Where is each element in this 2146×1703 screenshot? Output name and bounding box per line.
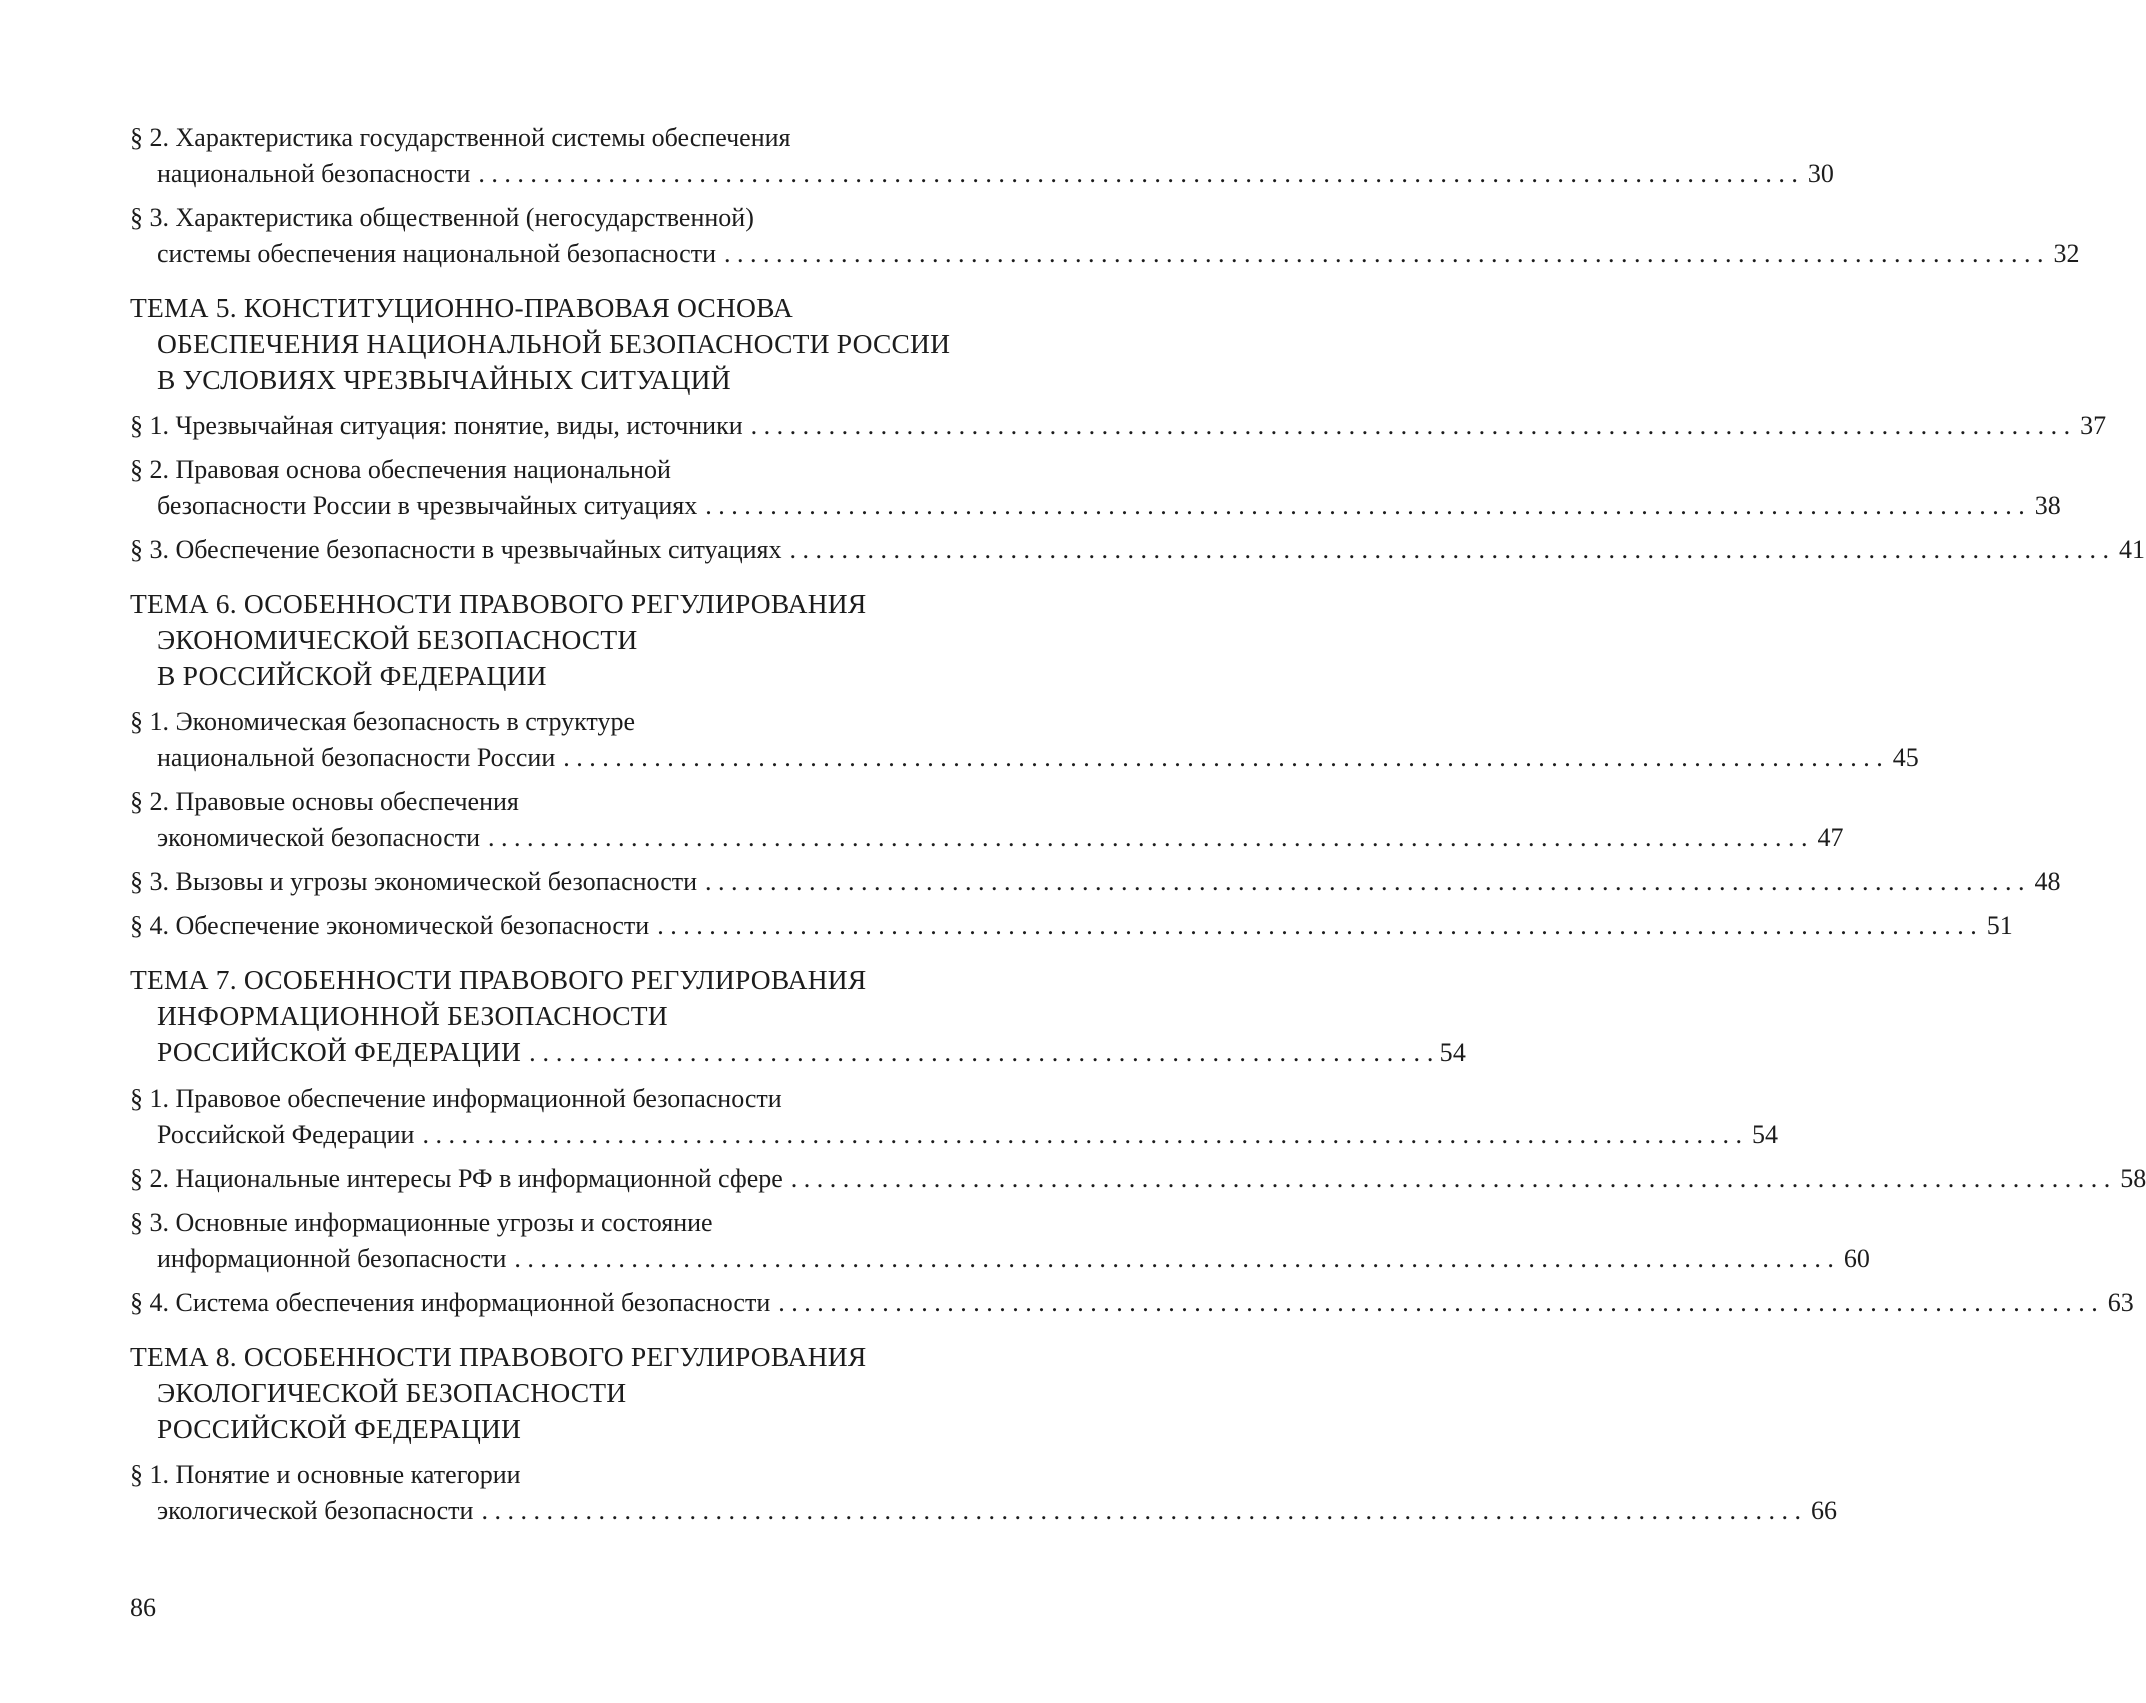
toc-entry-title-cont: экономической безопасности xyxy=(157,823,481,852)
topic-title-cont: ОБЕСПЕЧЕНИЯ НАЦИОНАЛЬНОЙ БЕЗОПАСНОСТИ РОССИИ xyxy=(157,328,951,359)
toc-entry[interactable] xyxy=(130,532,2146,568)
toc-topic-heading[interactable] xyxy=(130,962,1467,1071)
toc-entry-title: § 1. Понятие и основные категории xyxy=(130,1460,521,1489)
topic-title-cont: ИНФОРМАЦИОННОЙ БЕЗОПАСНОСТИ xyxy=(157,1000,668,1031)
page-number: 86 xyxy=(130,1593,156,1622)
toc-entry[interactable] xyxy=(130,908,2013,944)
toc-page-number: 48 xyxy=(2034,867,2061,896)
toc-page-number: 45 xyxy=(1892,743,1919,772)
toc-page-number: 54 xyxy=(1439,1038,1467,1067)
toc-entry-title-cont: национальной безопасности России xyxy=(157,743,556,772)
toc-entry-title: § 2. Правовые основы обеспечения xyxy=(130,787,519,816)
dot-leader xyxy=(705,864,2025,900)
dot-leader xyxy=(791,1161,2111,1197)
toc-entry-title: § 1. Экономическая безопасность в структуре xyxy=(130,707,635,736)
toc-entry-title: § 2. Правовая основа обеспечения национальной xyxy=(130,455,671,484)
toc-entry-title-cont: экологической безопасности xyxy=(157,1496,474,1525)
dot-leader xyxy=(478,156,1798,192)
toc-entry-title-cont: Российской Федерации xyxy=(157,1120,415,1149)
topic-title-cont: РОССИЙСКОЙ ФЕДЕРАЦИИ xyxy=(157,1413,522,1444)
topic-title-cont: В УСЛОВИЯХ ЧРЕЗВЫЧАЙНЫХ СИТУАЦИЙ xyxy=(157,364,731,395)
toc-page-number: 54 xyxy=(1751,1120,1778,1149)
topic-title: ТЕМА 8. ОСОБЕННОСТИ ПРАВОВОГО РЕГУЛИРОВАНИЯ xyxy=(130,1341,867,1372)
toc-entry[interactable] xyxy=(130,200,2080,272)
toc-page-number: 63 xyxy=(2107,1288,2134,1317)
toc-entry-title: § 2. Характеристика государственной системы обеспечения xyxy=(130,123,791,152)
toc-entry[interactable] xyxy=(130,452,2061,524)
toc-entry-title: § 4. Обеспечение экономической безопасности xyxy=(130,911,650,940)
toc-entry-title-cont: информационной безопасности xyxy=(157,1244,507,1273)
toc-entry-title: § 3. Основные информационные угрозы и состояние xyxy=(130,1208,713,1237)
toc-page-number: 41 xyxy=(2119,535,2146,564)
dot-leader xyxy=(481,1493,1801,1529)
dot-leader xyxy=(657,908,1977,944)
toc-entry[interactable] xyxy=(130,1285,2134,1321)
toc-entry-title-cont: системы обеспечения национальной безопасности xyxy=(157,239,716,268)
dot-leader xyxy=(514,1241,1834,1277)
toc-page-number: 47 xyxy=(1817,823,1844,852)
toc-page-number: 51 xyxy=(1986,911,2013,940)
dot-leader xyxy=(778,1285,2098,1321)
dot-leader xyxy=(724,236,2044,272)
toc-entry[interactable] xyxy=(130,784,1844,856)
toc-entry[interactable] xyxy=(130,408,2107,444)
dot-leader xyxy=(751,408,2071,444)
toc-entry[interactable] xyxy=(130,1457,1837,1529)
dot-leader xyxy=(422,1117,1742,1153)
toc-page-number: 32 xyxy=(2053,239,2080,268)
toc-entry[interactable] xyxy=(130,864,2061,900)
toc-entry[interactable] xyxy=(130,1205,1870,1277)
toc-page-number: 60 xyxy=(1843,1244,1870,1273)
topic-title-cont: В РОССИЙСКОЙ ФЕДЕРАЦИИ xyxy=(157,660,547,691)
toc-entry[interactable] xyxy=(130,1161,2146,1197)
topic-title: ТЕМА 7. ОСОБЕННОСТИ ПРАВОВОГО РЕГУЛИРОВАНИЯ xyxy=(130,964,867,995)
table-of-contents xyxy=(130,120,2146,1537)
toc-page-number: 66 xyxy=(1810,1496,1837,1525)
topic-title-cont: ЭКОНОМИЧЕСКОЙ БЕЗОПАСНОСТИ xyxy=(157,624,638,655)
toc-entry-title: § 1. Правовое обеспечение информационной безопасности xyxy=(130,1084,782,1113)
toc-entry-title: § 4. Система обеспечения информационной безопасности xyxy=(130,1288,771,1317)
toc-entry-title-cont: безопасности России в чрезвычайных ситуациях xyxy=(157,491,698,520)
topic-title: ТЕМА 6. ОСОБЕННОСТИ ПРАВОВОГО РЕГУЛИРОВАНИЯ xyxy=(130,588,867,619)
dot-leader xyxy=(488,820,1808,856)
toc-page-number: 38 xyxy=(2034,491,2061,520)
toc-entry-title: § 1. Чрезвычайная ситуация: понятие, виды, источники xyxy=(130,411,743,440)
toc-topic-heading[interactable] xyxy=(130,1339,1072,1447)
toc-entry-title: § 3. Вызовы и угрозы экономической безопасности xyxy=(130,867,698,896)
toc-entry[interactable] xyxy=(130,120,1834,192)
toc-topic-heading[interactable] xyxy=(130,290,1072,398)
topic-title: ТЕМА 5. КОНСТИТУЦИОННО-ПРАВОВАЯ ОСНОВА xyxy=(130,292,793,323)
toc-page-number: 58 xyxy=(2120,1164,2146,1193)
toc-page-number: 30 xyxy=(1807,159,1834,188)
toc-page-number: 37 xyxy=(2080,411,2107,440)
dot-leader xyxy=(705,488,2025,524)
dot-leader xyxy=(529,1035,1434,1071)
toc-entry[interactable] xyxy=(130,1081,1778,1153)
toc-entry-title: § 2. Национальные интересы РФ в информационной сфере xyxy=(130,1164,783,1193)
topic-title-cont: ЭКОЛОГИЧЕСКОЙ БЕЗОПАСНОСТИ xyxy=(157,1377,627,1408)
topic-title-cont: РОССИЙСКОЙ ФЕДЕРАЦИИ xyxy=(157,1036,522,1067)
toc-entry-title-cont: национальной безопасности xyxy=(157,159,471,188)
dot-leader xyxy=(563,740,1883,776)
toc-entry[interactable] xyxy=(130,704,1919,776)
dot-leader xyxy=(790,532,2110,568)
toc-entry-title: § 3. Обеспечение безопасности в чрезвычайных ситуациях xyxy=(130,535,782,564)
toc-entry-title: § 3. Характеристика общественной (негосударственной) xyxy=(130,203,754,232)
toc-topic-heading[interactable] xyxy=(130,586,1072,694)
